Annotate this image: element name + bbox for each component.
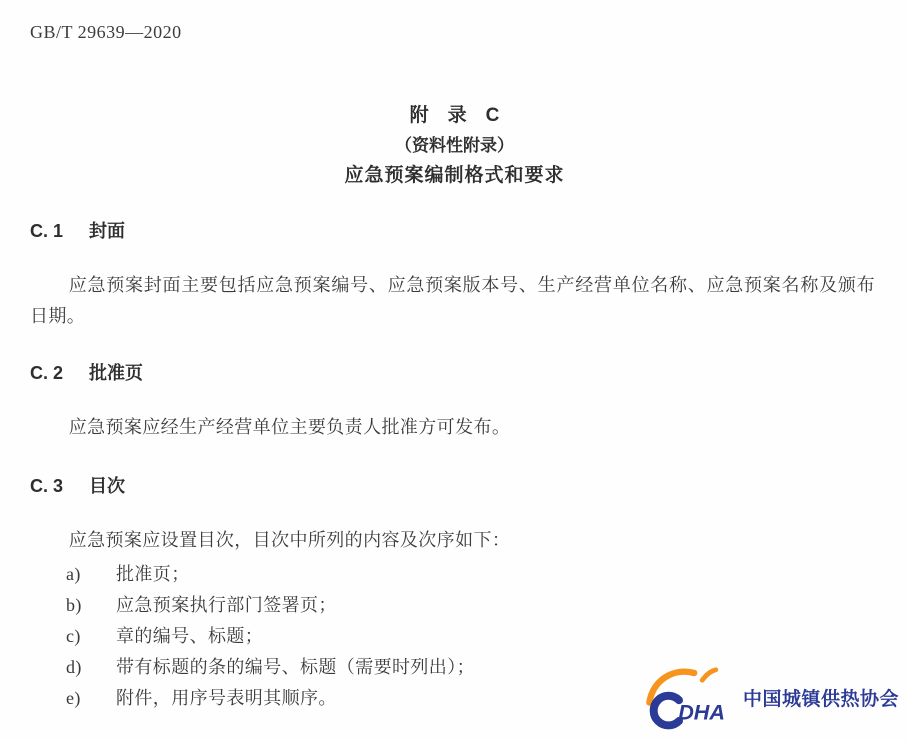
appendix-title-block — [0, 101, 909, 191]
section-number: C. 3 — [30, 476, 64, 496]
section-c1-paragraph: 应急预案封面主要包括应急预案编号、应急预案版本号、生产经营单位名称、应急预案名称及颁布日期。 — [30, 275, 875, 326]
section-heading-c2 — [30, 361, 877, 386]
section-c2-paragraph: 应急预案应经生产经营单位主要负责人批准方可发布。 — [68, 417, 511, 437]
appendix-subtitle: （资料性附录） — [395, 136, 514, 155]
logo-org-name: 中国城镇供热协会 — [742, 688, 899, 710]
list-marker: d) — [66, 657, 82, 677]
section-number: C. 2 — [30, 363, 64, 383]
list-marker: b) — [66, 595, 82, 615]
section-heading-c3 — [30, 474, 877, 499]
standard-number: GB/T 29639—2020 — [30, 22, 182, 42]
section-c3-paragraph: 应急预案应设置目次，目次中所列的内容及次序如下： — [68, 530, 511, 550]
document-content — [0, 219, 909, 714]
list-marker: c) — [66, 626, 81, 646]
logo-swoosh-arc-small — [702, 670, 716, 680]
list-item — [30, 621, 877, 652]
list-marker: a) — [66, 564, 81, 584]
logo-abbr-text: DHA — [678, 699, 725, 725]
logo-crescent-c — [654, 696, 679, 726]
list-marker: e) — [66, 688, 81, 708]
section-heading-c1 — [30, 219, 877, 244]
section-title: 批准页 — [89, 363, 144, 383]
list-text: 章的编号、标题； — [116, 626, 264, 646]
appendix-title: 附 录 C — [409, 105, 500, 126]
section-number: C. 1 — [30, 221, 64, 241]
list-text: 附件，用序号表明其顺序。 — [116, 688, 337, 708]
cdha-logo-icon — [643, 661, 731, 733]
list-text: 批准页； — [116, 564, 190, 584]
list-text: 带有标题的条的编号、标题（需要时列出）； — [116, 657, 475, 677]
section-title: 目次 — [89, 476, 126, 496]
list-item — [30, 590, 877, 621]
cdha-logo — [643, 661, 899, 733]
section-title: 封面 — [89, 221, 126, 241]
appendix-heading: 应急预案编制格式和要求 — [344, 165, 565, 186]
list-text: 应急预案执行部门签署页； — [116, 595, 337, 615]
list-item — [30, 559, 877, 590]
